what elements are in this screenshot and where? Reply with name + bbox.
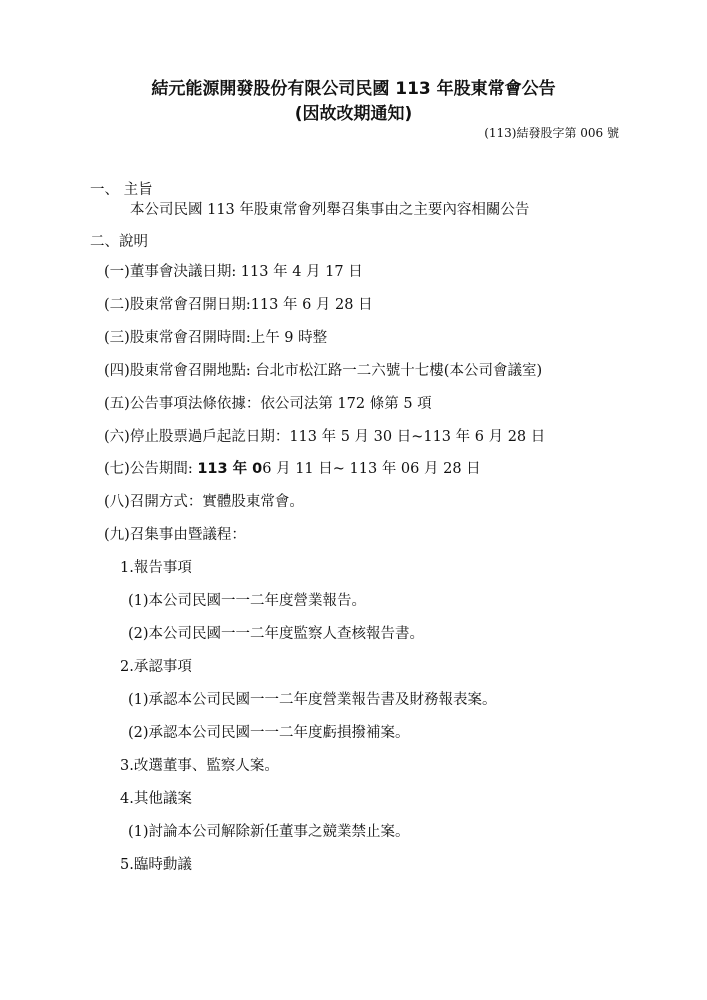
- item-2: (二)股東常會召開日期:113 年 6 月 28 日: [104, 297, 373, 313]
- item-7: [104, 459, 481, 479]
- agenda-2-2: (2)承認本公司民國一一二年度虧損撥補案。: [128, 725, 410, 741]
- agenda-4: 4.其他議案: [120, 791, 192, 807]
- agenda-2: 2.承認事項: [120, 659, 192, 675]
- item-1: (一)董事會決議日期: 113 年 4 月 17 日: [104, 264, 363, 280]
- agenda-3: 3.改選董事、監察人案。: [120, 758, 279, 774]
- item-8: (八)召開方式：實體股東常會。: [104, 494, 304, 510]
- item-6: (六)停止股票過戶起訖日期：113 年 5 月 30 日~113 年 6 月 28 日: [104, 429, 546, 445]
- agenda-5: 5.臨時動議: [120, 857, 192, 873]
- document-subtitle: (因故改期通知): [294, 104, 413, 124]
- agenda-1: 1.報告事項: [120, 560, 192, 576]
- item-9: (九)召集事由暨議程：: [104, 527, 246, 543]
- item-7-rest: 6 月 11 日~ 113 年 06 月 28 日: [262, 461, 481, 477]
- agenda-1-1: (1)本公司民國一一二年度營業報告。: [128, 593, 367, 609]
- document-title: 結元能源開發股份有限公司民國 113 年股東常會公告: [151, 79, 556, 99]
- item-3: (三)股東常會召開時間:上午 9 時整: [104, 330, 328, 346]
- agenda-4-1: (1)討論本公司解除新任董事之競業禁止案。: [128, 824, 410, 840]
- agenda-2-1: (1)承認本公司民國一一二年度營業報告書及財務報表案。: [128, 692, 497, 708]
- item-7-prefix: (七)公告期間:: [104, 461, 198, 477]
- item-5: (五)公告事項法條依據：依公司法第 172 條第 5 項: [104, 396, 432, 412]
- section2-heading: 二、說明: [90, 234, 148, 250]
- item-7-bold-year: 113 年 0: [197, 461, 263, 477]
- item-4: (四)股東常會召開地點: 台北市松江路一二六號十七樓(本公司會議室): [104, 363, 543, 379]
- section1-heading: 一、 主旨: [90, 182, 153, 198]
- section1-text: 本公司民國 113 年股東常會列舉召集事由之主要內容相關公告: [130, 202, 530, 218]
- agenda-1-2: (2)本公司民國一一二年度監察人查核報告書。: [128, 626, 425, 642]
- document-number: (113)結發股字第 006 號: [484, 126, 619, 140]
